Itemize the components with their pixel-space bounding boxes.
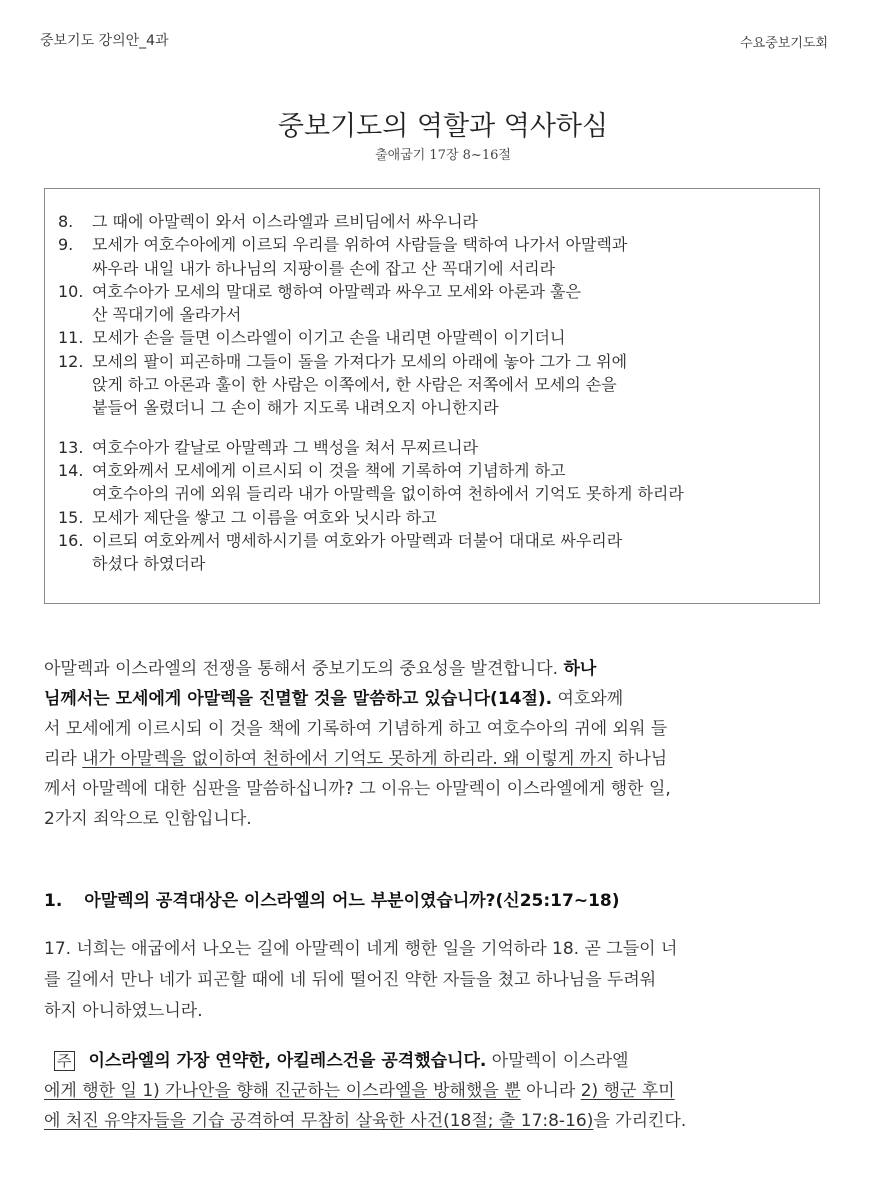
verse-line: 앉게 하고 아론과 훌이 한 사람은 이쪽에서, 한 사람은 저쪽에서 모세의 손을 [92, 375, 617, 395]
verse-row [58, 350, 828, 420]
answer-text: 을 가리킨다. [593, 1111, 687, 1131]
intro-text: 여호와께 [552, 689, 624, 709]
verse-text [92, 529, 828, 576]
verse-row [58, 529, 828, 576]
verse-line: 여호수아가 칼날로 아말렉과 그 백성을 쳐서 무찌르니라 [92, 437, 479, 457]
verse-number: 11. [58, 328, 84, 348]
answer-paragraph [44, 1046, 846, 1136]
verse-row [58, 436, 828, 459]
verse-number: 8. [58, 212, 74, 231]
answer-bold-text: 이스라엘의 가장 연약한, 아킬레스건을 공격했습니다. [88, 1051, 487, 1071]
answer-marker: 주 [54, 1051, 75, 1071]
intro-line: 2가지 죄악으로 인함입니다. [44, 809, 252, 829]
intro-bold-text: 하나 [563, 659, 597, 679]
answer-text: 아니라 [520, 1081, 581, 1101]
verse-row [58, 459, 828, 506]
answer-text: 아말렉이 이스라엘 [486, 1051, 629, 1071]
answer-line [44, 1076, 846, 1106]
verse-text [92, 436, 828, 459]
question-heading [44, 886, 620, 911]
answer-underlined-text: 에 처진 유약자들을 기습 공격하여 무참히 살육한 사건(18절; 출 17:8-16) [44, 1111, 594, 1131]
intro-bold-text: 님께서는 모세에게 아말렉을 진멸할 것을 말씀하고 있습니다(14절). [44, 689, 553, 709]
verse-number: 15. [58, 507, 84, 527]
header-meeting-label: 수요중보기도회 [740, 36, 828, 51]
verse-gap [58, 420, 828, 436]
verse-text [92, 459, 828, 506]
intro-text: 하나님 [612, 749, 668, 769]
intro-text: 아말렉과 이스라엘의 전쟁을 통해서 중보기도의 중요성을 발견합니다. [44, 659, 564, 679]
verse-text [92, 506, 828, 529]
answer-underlined-text: 2) 행군 후미 [580, 1081, 675, 1101]
answer-line [44, 1106, 846, 1136]
verse-line: 이르되 여호와께서 맹세하시기를 여호와가 아말렉과 더불어 대대로 싸우리라 [92, 530, 623, 550]
verse-line: 그 때에 아말렉이 와서 이스라엘과 르비딤에서 싸우니라 [92, 212, 479, 231]
intro-line [44, 654, 846, 684]
verse-number: 16. [58, 530, 84, 550]
verse-row [58, 506, 828, 529]
intro-underlined-text: 내가 아말렉을 없이하여 천하에서 기억도 못하게 하리라. 왜 이렇게 까지 [82, 749, 613, 769]
intro-line [44, 744, 846, 774]
verse-line: 붙들어 올렸더니 그 손이 해가 지도록 내려오지 아니한지라 [92, 398, 499, 418]
verse-text [92, 210, 828, 233]
verse-number: 14. [58, 460, 84, 480]
verse-line: 하셨다 하였더라 [92, 554, 206, 574]
verse-number: 9. [58, 235, 74, 255]
verse-text [92, 233, 828, 280]
intro-line: 서 모세에게 이르시되 이 것을 책에 기록하여 기념하게 하고 여호수아의 귀에 외워 들 [44, 719, 668, 739]
verse-number: 13. [58, 437, 84, 457]
verse-line: 모세의 팔이 피곤하매 그들이 돌을 가져다가 모세의 아래에 놓아 그가 그 위에 [92, 351, 628, 371]
verse-number: 12. [58, 351, 84, 371]
verse-text [92, 280, 828, 327]
answer-underlined-text: 에게 행한 일 1) 가나안을 향해 진군하는 이스라엘을 방해했을 뿐 [44, 1081, 521, 1101]
scripture-reference: 출애굽기 17장 8~16절 [375, 148, 511, 163]
deuteronomy-passage [44, 934, 846, 1027]
verse-number: 10. [58, 281, 84, 301]
passage-line: 17. 너희는 애굽에서 나오는 길에 아말렉이 네게 행한 일을 기억하라 18. 곧 그들이 너 [44, 939, 678, 959]
verse-line: 모세가 손을 들면 이스라엘이 이기고 손을 내리면 아말렉이 이기더니 [92, 328, 566, 348]
verse-row [58, 280, 828, 327]
verse-line: 여호와께서 모세에게 이르시되 이 것을 책에 기록하여 기념하게 하고 [92, 460, 566, 480]
verse-line: 여호수아의 귀에 외워 들리라 내가 아말렉을 없이하여 천하에서 기억도 못하게 하리라 [92, 484, 684, 504]
verse-text [92, 350, 828, 420]
page-title: 중보기도의 역할과 역사하심 [277, 111, 609, 142]
verse-line: 모세가 제단을 쌓고 그 이름을 여호와 닛시라 하고 [92, 507, 437, 527]
verse-line: 싸우라 내일 내가 하나님의 지팡이를 손에 잡고 산 꼭대기에 서리라 [92, 258, 556, 278]
intro-line: 께서 아말렉에 대한 심판을 말씀하십니까? 그 이유는 아말렉이 이스라엘에게 행한 일, [44, 779, 671, 799]
intro-line [44, 684, 846, 714]
verse-row [58, 326, 828, 349]
question-number: 1. [44, 891, 63, 911]
verse-text [92, 326, 828, 349]
scripture-verses [58, 210, 828, 575]
verse-line: 산 꼭대기에 올라가서 [92, 305, 242, 325]
passage-line: 를 길에서 만나 네가 피곤할 때에 네 뒤에 떨어진 약한 자들을 쳤고 하나님을 두려워 [44, 970, 657, 990]
answer-line [44, 1046, 846, 1076]
verse-line: 모세가 여호수아에게 이르되 우리를 위하여 사람들을 택하여 나가서 아말렉과 [92, 235, 628, 255]
intro-paragraph [44, 654, 846, 834]
header-course-label: 중보기도 강의안_4과 [40, 33, 169, 49]
verse-row [58, 210, 828, 233]
intro-text: 리라 [44, 749, 83, 769]
question-text: 아말렉의 공격대상은 이스라엘의 어느 부분이였습니까?(신25:17~18) [84, 891, 620, 911]
verse-line: 여호수아가 모세의 말대로 행하여 아말렉과 싸우고 모세와 아론과 훌은 [92, 281, 581, 301]
passage-line: 하지 아니하였느니라. [44, 1001, 203, 1021]
verse-row [58, 233, 828, 280]
